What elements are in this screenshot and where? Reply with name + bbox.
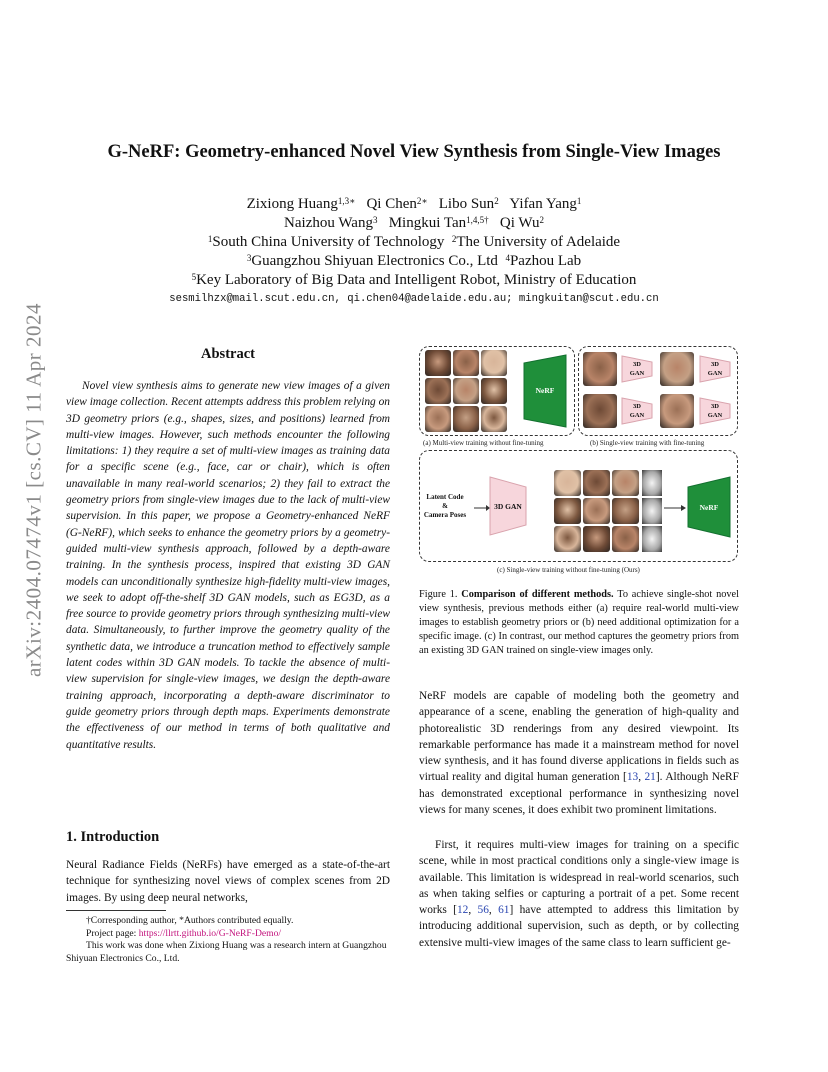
- face-thumbnail-a: [453, 378, 479, 404]
- nerf-label-c: NeRF: [699, 503, 719, 512]
- author-emails: sesmilhzx@mail.scut.edu.cn, qi.chen04@adelaide.edu.au; mingkuitan@scut.edu.cn: [169, 293, 659, 305]
- face-thumbnail-a: [481, 406, 507, 432]
- gan-label-b: 3D GAN: [707, 361, 723, 377]
- face-thumbnail-c: [583, 526, 610, 552]
- citation-56[interactable]: 56: [477, 904, 489, 917]
- face-thumbnail-c: [554, 526, 581, 552]
- face-thumbnail-c: [554, 470, 581, 496]
- affiliations-line-3: $^5$Key Laboratory of Big Data and Intelligent Robot, Ministry of Education: [191, 272, 637, 288]
- intro-heading: 1. Introduction: [66, 829, 160, 845]
- footnote-corresponding: †Corresponding author, *Authors contributed equally.: [86, 915, 294, 926]
- citation-12[interactable]: 12: [456, 904, 469, 917]
- face-thumbnail-b: [583, 352, 617, 386]
- nerf-label-a: NeRF: [535, 386, 555, 395]
- right-paragraph-2: First, it requires multi-view images for training on a specific scene, while in most practical conditions only a single-view image is available. This limitation is widespread in real-world scenarios, such as when taking selfies or capturing a portrait of a pet. Some recent works [12, 56, 61] have attempted to address this limitation by introducing additional supervision, such as depth, or by collecting extensive multi-view images of the same class to learn sufficient ge-: [419, 839, 740, 949]
- footnotes: [66, 915, 390, 965]
- footnote-internship: This work was done when Zixiong Huang was a research intern at Guangzhou Shiyuan Electronics Co., Ltd.: [66, 940, 387, 964]
- intro-text: Neural Radiance Fields (NeRFs) have emerged as a state-of-the-art technique for synthesizing novel views of complex scenes from 2D images. By using deep neural networks,: [66, 859, 390, 904]
- gan-label-c: 3D GAN: [494, 502, 522, 511]
- authors-line-1: Zixiong Huang$^{1,3∗}$ Qi Chen$^{2∗}$ Libo Sun$^2$ Yifan Yang$^1$: [246, 196, 582, 212]
- arxiv-id: arXiv:2404.07474v1 [cs.CV] 11 Apr 2024: [21, 302, 46, 678]
- face-thumbnail-a: [453, 350, 479, 376]
- face-thumbnail-c: [583, 470, 610, 496]
- face-thumbnail-a: [425, 378, 451, 404]
- depth-map-c: [642, 498, 662, 524]
- face-thumbnail-c: [612, 470, 639, 496]
- face-thumbnail-c: [612, 526, 639, 552]
- figure-caption: Figure 1. Comparison of different methods. To achieve single-shot novel view synthesis, previous methods either (a) require real-world multi-view images to establish geometry priors or (b) need additional optimization for a specific image. (c) In contrast, our method captures the geometry priors from an existing 3D GAN trained on single-view images only.: [419, 589, 739, 656]
- subcaption-c: (c) Single-view training without fine-tuning (Ours): [497, 566, 640, 574]
- face-thumbnail-a: [425, 350, 451, 376]
- face-thumbnail-a: [481, 350, 507, 376]
- face-thumbnail-c: [612, 498, 639, 524]
- subcaption-b: (b) Single-view training with fine-tuning: [590, 439, 705, 447]
- project-page-link[interactable]: https://llrtt.github.io/G-NeRF-Demo/: [138, 927, 282, 939]
- authors-line-2: Naizhou Wang$^3$ Mingkui Tan$^{1,4,5\dagger}$ Qi Wu$^2$: [284, 215, 544, 231]
- face-thumbnail-b: [660, 394, 694, 428]
- face-thumbnail-a: [425, 406, 451, 432]
- subcaption-a: (a) Multi-view training without fine-tuning: [423, 439, 544, 447]
- right-paragraph-1: NeRF models are capable of modeling both the geometry and appearance of a scene, enabling the generation of high-quality and photorealistic 3D renderings from any desired viewpoint. Its remarkable performance has made it a mainstream method for novel view synthesis, and it has found diverse applications in fields such as virtual reality and digital human generation [13, 21]. Although NeRF has demonstrated exceptional performance in synthesizing novel views for many scenes, it does exhibit two prominent limitations.: [419, 690, 739, 817]
- depth-map-c: [642, 526, 662, 552]
- citation-61[interactable]: 61: [498, 904, 510, 917]
- depth-map-c: [642, 470, 662, 496]
- abstract-text: Novel view synthesis aims to generate new view images of a given view image collection. Recent attempts address this problem relying on 3D geometry priors (e.g., shapes, sizes, and positions) learned from multi-view images. However, such methods encounter the following limitations: 1) they require a set of multi-view images as training data for a specific scene (e.g., face, car or chair), which is often unavailable in many real-world scenarios; 2) they fail to extract the geometry priors from single-view images due to the lack of multi-view supervision. In this paper, we propose a Geometry-enhanced NeRF (G-NeRF), which seeks to enhance the geometry priors by a geometry-guided multi-view synthesis approach, followed by a depth-aware training. In the synthesis process, inspired that existing 3D GAN models can unconditionally synthesize high-fidelity multi-view images, we seek to adopt off-the-shelf 3D GAN models, such as EG3D, as a free source to provide geometry priors through synthesizing multi-view data. Simultaneously, to further improve the geometry quality of the synthetic data, we introduce a truncation method to effectively sample latent codes within 3D GAN models. To tackle the absence of multi-view supervision for single-view images, we design the depth-aware training approach, incorporating a depth-aware discriminator to guide geometry priors through depth maps. Experiments demonstrate the effectiveness of our method in terms of both qualitative and quantitative results.: [66, 380, 390, 751]
- gan-label-b: 3D GAN: [629, 403, 645, 419]
- abstract-heading: Abstract: [201, 346, 255, 362]
- paper-title: G-NeRF: Geometry-enhanced Novel View Synthesis from Single-View Images: [107, 142, 721, 162]
- affiliations-line-1: $^1$South China University of Technology $^2$The University of Adelaide: [207, 234, 621, 250]
- face-thumbnail-b: [583, 394, 617, 428]
- latent-code-label: Latent Code & Camera Poses: [423, 493, 467, 519]
- arxiv-sidebar: [14, 290, 54, 690]
- footnote-rule: [66, 910, 166, 911]
- footnote-project-page: Project page: https://llrtt.github.io/G-NeRF-Demo/: [86, 927, 282, 939]
- citation-13[interactable]: 13: [626, 771, 639, 784]
- face-thumbnail-b: [660, 352, 694, 386]
- citation-21[interactable]: 21: [644, 771, 656, 784]
- face-thumbnail-a: [453, 406, 479, 432]
- face-thumbnail-c: [554, 498, 581, 524]
- gan-label-b: 3D GAN: [707, 403, 723, 419]
- face-thumbnail-c: [583, 498, 610, 524]
- gan-label-b: 3D GAN: [629, 361, 645, 377]
- affiliations-line-2: $^3$Guangzhou Shiyuan Electronics Co., Ltd $^4$Pazhou Lab: [246, 253, 582, 269]
- face-thumbnail-a: [481, 378, 507, 404]
- arrow-icon-nerf: [664, 504, 686, 512]
